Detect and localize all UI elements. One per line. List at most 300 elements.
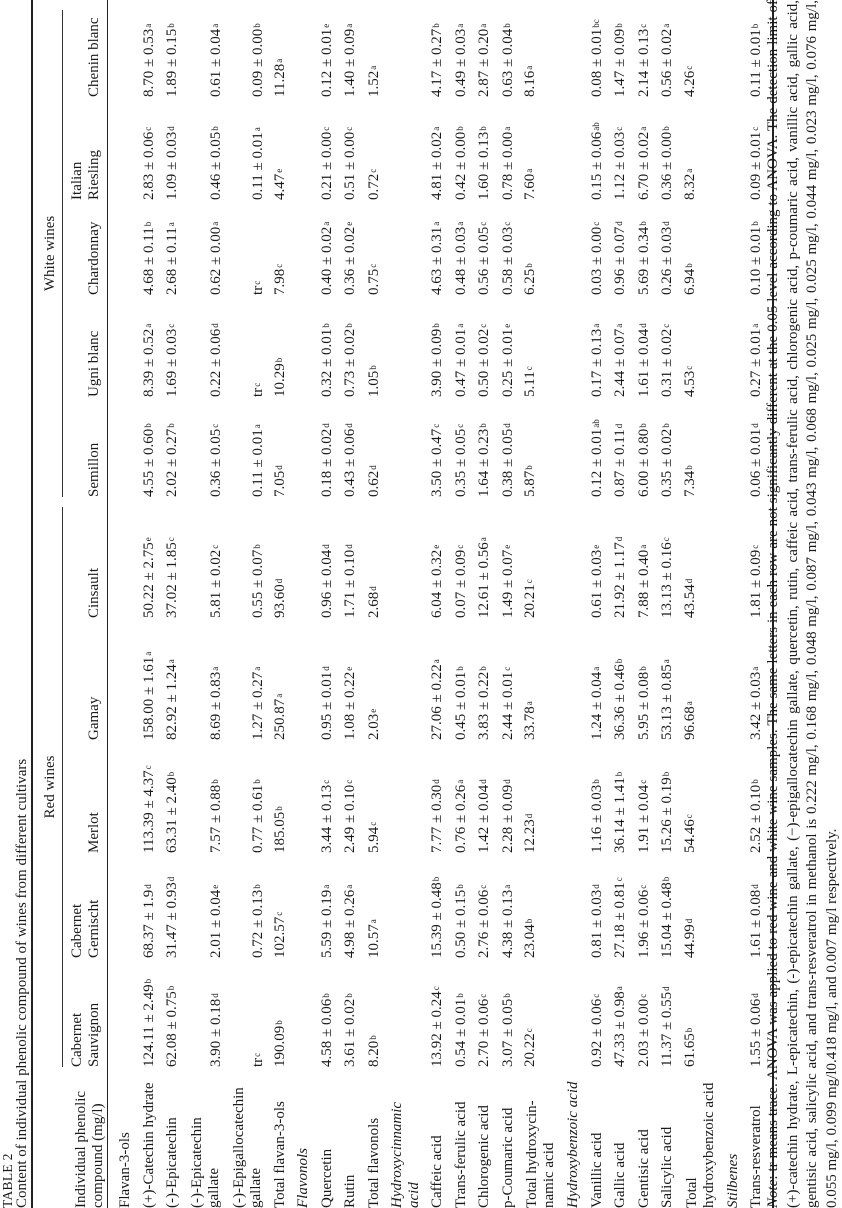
value-cell bbox=[363, 853, 387, 958]
significance-letter: b bbox=[661, 423, 672, 428]
table-row bbox=[473, 0, 497, 1208]
value-cell bbox=[339, 200, 363, 295]
value-cell bbox=[450, 397, 474, 497]
value-cell bbox=[520, 0, 562, 97]
significance-letter: d bbox=[344, 544, 355, 549]
significance-letter: b bbox=[637, 221, 648, 226]
compound-label: Trans-resveratrol bbox=[745, 1067, 773, 1208]
significance-letter: a bbox=[614, 986, 625, 991]
mean-sd: 2.28 ± 0.09 bbox=[499, 784, 516, 853]
value-cell bbox=[656, 740, 680, 853]
value-cell bbox=[450, 618, 474, 740]
significance-letter: a bbox=[454, 221, 465, 226]
mean-sd: 0.10 ± 0.01 bbox=[748, 226, 765, 295]
significance-letter: a bbox=[344, 23, 355, 28]
empty-cell bbox=[386, 200, 426, 295]
header-compound: Individual phenolic compound (mg/l) bbox=[33, 1067, 108, 1208]
value-cell bbox=[586, 958, 610, 1067]
significance-letter: c bbox=[166, 537, 177, 542]
value-cell bbox=[520, 97, 562, 200]
value-cell bbox=[426, 740, 450, 853]
empty-cell bbox=[722, 295, 746, 397]
significance-letter: d bbox=[142, 884, 153, 889]
value-cell bbox=[520, 740, 562, 853]
mean-sd: 7.57 ± 0.88 bbox=[207, 784, 224, 853]
value-cell bbox=[426, 295, 450, 397]
value-cell bbox=[450, 958, 474, 1067]
significance-letter: d bbox=[367, 586, 378, 591]
value-cell bbox=[316, 295, 340, 397]
value-cell bbox=[426, 958, 450, 1067]
mean-sd: 62.08 ± 0.75 bbox=[164, 991, 181, 1067]
empty-cell bbox=[562, 295, 586, 397]
significance-letter: b bbox=[524, 263, 534, 268]
significance-letter: d bbox=[524, 813, 534, 819]
significance-letter: c bbox=[501, 666, 512, 671]
value-cell bbox=[497, 97, 521, 200]
significance-letter: a bbox=[251, 127, 262, 132]
mean-sd: 4.63 ± 0.31 bbox=[429, 226, 446, 295]
empty-cell bbox=[108, 295, 138, 397]
significance-letter: c bbox=[750, 544, 761, 549]
mean-sd: 2.76 ± 0.06 bbox=[476, 889, 493, 958]
significance-letter: d bbox=[750, 423, 761, 428]
value-cell bbox=[269, 853, 293, 958]
mean-sd: 124.11 ± 2.49 bbox=[140, 984, 157, 1067]
mean-sd: 82.92 ± 1.24 bbox=[164, 664, 181, 740]
value-cell bbox=[269, 295, 293, 397]
mean-sd: 0.12 ± 0.01 bbox=[318, 28, 335, 97]
significance-letter: a bbox=[142, 651, 153, 656]
significance-letter: c bbox=[273, 911, 284, 916]
significance-letter: c bbox=[251, 1052, 262, 1057]
mean-sd: 0.26 ± 0.03 bbox=[659, 226, 676, 295]
category-row bbox=[386, 0, 426, 1208]
column-header: Gamay bbox=[63, 618, 108, 740]
mean-sd: 1.09 ± 0.03 bbox=[164, 131, 181, 200]
significance-letter: b bbox=[273, 357, 284, 363]
compound-label: Total hydroxycin- namic acid bbox=[524, 1100, 557, 1208]
column-header: Chenin blanc bbox=[63, 0, 108, 97]
value-cell bbox=[138, 97, 162, 200]
table-row bbox=[426, 0, 450, 1208]
significance-letter: a bbox=[501, 884, 512, 889]
mean-sd: 1.12 ± 0.03 bbox=[612, 131, 629, 200]
value-cell bbox=[609, 397, 633, 497]
significance-letter: c bbox=[454, 423, 465, 428]
empty-cell bbox=[722, 958, 746, 1067]
value-cell bbox=[609, 618, 633, 740]
mean-sd: 2.01 ± 0.04 bbox=[207, 889, 224, 958]
mean-sd: 4.55 ± 0.60 bbox=[140, 428, 157, 497]
value-cell bbox=[185, 97, 227, 200]
column-header: Ugni blanc bbox=[63, 295, 108, 397]
significance-letter: e bbox=[367, 708, 378, 713]
mean-sd: 2.44 ± 0.01 bbox=[499, 671, 516, 740]
empty-cell bbox=[562, 958, 586, 1067]
mean-sd: 20.21 bbox=[522, 584, 538, 618]
mean-sd: 0.22 ± 0.06 bbox=[207, 328, 224, 397]
significance-letter: e bbox=[501, 323, 512, 328]
significance-letter: d bbox=[683, 918, 694, 924]
mean-sd: 5.69 ± 0.34 bbox=[635, 226, 652, 295]
header-group-white bbox=[33, 0, 63, 497]
significance-letter: d bbox=[273, 465, 284, 470]
empty-cell bbox=[292, 618, 316, 740]
value-cell bbox=[473, 397, 497, 497]
mean-sd: 102.57 bbox=[271, 916, 288, 958]
mean-sd: 185.05 bbox=[271, 811, 288, 853]
value-cell bbox=[363, 497, 387, 618]
value-cell bbox=[680, 740, 722, 853]
significance-letter: c bbox=[344, 126, 355, 131]
mean-sd: 11.37 ± 0.55 bbox=[659, 991, 676, 1067]
mean-sd: 12.23 bbox=[522, 819, 538, 853]
value-cell bbox=[633, 200, 657, 295]
significance-letter: b bbox=[750, 23, 761, 29]
mean-sd: 12.61 ± 0.56 bbox=[476, 542, 493, 618]
significance-letter: a bbox=[166, 659, 177, 664]
mean-sd: 21.92 ± 1.17 bbox=[612, 542, 629, 618]
empty-cell bbox=[386, 740, 426, 853]
mean-sd: tr bbox=[249, 285, 266, 295]
compound-label: Total flavan-3-ols bbox=[271, 1101, 288, 1208]
value-cell bbox=[633, 740, 657, 853]
significance-letter: c bbox=[661, 537, 672, 542]
value-cell bbox=[426, 200, 450, 295]
significance-letter: e bbox=[501, 544, 512, 549]
category-label: Hydroxycinnamic acid bbox=[389, 1101, 422, 1208]
value-cell bbox=[473, 958, 497, 1067]
mean-sd: 2.03 bbox=[365, 713, 382, 740]
mean-sd: 0.62 bbox=[365, 470, 382, 497]
value-cell bbox=[426, 0, 450, 97]
mean-sd: 0.07 ± 0.09 bbox=[452, 549, 469, 618]
significance-letter: b bbox=[478, 126, 489, 131]
significance-letter: c bbox=[501, 221, 512, 226]
value-cell bbox=[426, 497, 450, 618]
mean-sd: 4.26 bbox=[681, 70, 698, 97]
mean-sd: 3.07 ± 0.05 bbox=[499, 998, 516, 1067]
empty-cell bbox=[386, 853, 426, 958]
mean-sd: 3.90 ± 0.09 bbox=[429, 328, 446, 397]
mean-sd: 1.61 ± 0.08 bbox=[748, 889, 765, 958]
empty-cell bbox=[108, 397, 138, 497]
value-cell bbox=[316, 0, 340, 97]
significance-letter: b bbox=[614, 771, 625, 777]
significance-letter: b bbox=[251, 779, 262, 784]
mean-sd: 13.92 ± 0.24 bbox=[429, 991, 446, 1067]
value-cell bbox=[269, 200, 293, 295]
value-cell bbox=[609, 958, 633, 1067]
significance-letter: c bbox=[166, 323, 177, 328]
significance-letter: c bbox=[367, 821, 378, 826]
value-cell bbox=[450, 0, 474, 97]
value-cell bbox=[363, 97, 387, 200]
compound-label: Vanillic acid bbox=[588, 1132, 605, 1208]
mean-sd: 93.60 bbox=[271, 584, 288, 618]
value-cell bbox=[520, 618, 562, 740]
value-cell bbox=[586, 97, 610, 200]
mean-sd: 0.81 ± 0.03 bbox=[588, 889, 605, 958]
significance-letter: b bbox=[683, 465, 694, 470]
significance-letter: a bbox=[431, 221, 442, 226]
mean-sd: 0.72 ± 0.13 bbox=[249, 889, 266, 958]
empty-cell bbox=[562, 497, 586, 618]
mean-sd: 1.91 ± 0.04 bbox=[635, 784, 652, 853]
mean-sd: 5.11 bbox=[522, 371, 538, 397]
value-cell bbox=[363, 958, 387, 1067]
value-cell bbox=[227, 97, 269, 200]
value-cell bbox=[450, 295, 474, 397]
column-header: Semillon bbox=[63, 397, 108, 497]
mean-sd: 0.06 ± 0.01 bbox=[748, 428, 765, 497]
significance-letter: b bbox=[166, 423, 177, 428]
mean-sd: 0.35 ± 0.05 bbox=[452, 428, 469, 497]
column-header: Cabernet Sauvignon bbox=[63, 958, 108, 1067]
mean-sd: 0.56 ± 0.05 bbox=[476, 226, 493, 295]
value-cell bbox=[138, 497, 162, 618]
mean-sd: 0.11 ± 0.01 bbox=[249, 132, 266, 200]
significance-letter: d bbox=[320, 423, 331, 428]
mean-sd: 4.47 bbox=[271, 173, 288, 200]
mean-sd: 31.47 ± 0.93 bbox=[164, 882, 181, 958]
category-row bbox=[562, 0, 586, 1208]
mean-sd: 2.68 bbox=[365, 591, 382, 618]
empty-cell bbox=[108, 200, 138, 295]
table-note bbox=[764, 0, 842, 1208]
mean-sd: 47.33 ± 0.98 bbox=[612, 991, 629, 1067]
mean-sd: 6.94 bbox=[681, 268, 698, 295]
value-cell bbox=[316, 200, 340, 295]
significance-letter: d bbox=[344, 423, 355, 428]
mean-sd: 2.52 ± 0.10 bbox=[748, 784, 765, 853]
mean-sd: 0.40 ± 0.02 bbox=[318, 226, 335, 295]
compound-label: Quercetin bbox=[318, 1148, 335, 1208]
significance-letter: e bbox=[590, 544, 601, 549]
significance-letter: c bbox=[637, 884, 648, 889]
mean-sd: 0.61 ± 0.04 bbox=[207, 28, 224, 97]
empty-cell bbox=[386, 0, 426, 97]
mean-sd: 0.96 ± 0.07 bbox=[612, 226, 629, 295]
significance-letter: b bbox=[750, 779, 761, 784]
mean-sd: 158.00 ± 1.61 bbox=[140, 656, 157, 740]
mean-sd: 1.16 ± 0.03 bbox=[588, 784, 605, 853]
value-cell bbox=[473, 200, 497, 295]
mean-sd: 4.53 bbox=[681, 370, 698, 397]
value-cell bbox=[586, 618, 610, 740]
mean-sd: 7.60 bbox=[522, 173, 538, 200]
mean-sd: 0.87 ± 0.11 bbox=[612, 429, 629, 497]
value-cell bbox=[633, 618, 657, 740]
value-cell bbox=[363, 397, 387, 497]
significance-letter: b bbox=[344, 993, 355, 998]
mean-sd: 37.02 ± 1.85 bbox=[164, 542, 181, 618]
significance-letter: d bbox=[614, 423, 625, 429]
significance-letter: b bbox=[142, 221, 153, 227]
value-cell bbox=[161, 740, 185, 853]
significance-letter: c bbox=[320, 126, 331, 131]
mean-sd: 15.04 ± 0.48 bbox=[659, 882, 676, 958]
significance-letter: e bbox=[344, 221, 355, 226]
mean-sd: 250.87 bbox=[271, 698, 288, 740]
category-label: Stilbenes bbox=[724, 1153, 741, 1208]
empty-cell bbox=[722, 853, 746, 958]
significance-letter: b bbox=[683, 1027, 694, 1033]
value-cell bbox=[269, 97, 293, 200]
compound-label: (+)-Catechin hydrate bbox=[140, 1082, 157, 1208]
significance-letter: d bbox=[478, 779, 489, 784]
significance-letter: c bbox=[478, 884, 489, 889]
significance-letter: a bbox=[661, 659, 672, 664]
mean-sd: 190.09 bbox=[271, 1025, 288, 1067]
value-cell bbox=[656, 497, 680, 618]
value-cell bbox=[185, 397, 227, 497]
value-cell bbox=[269, 397, 293, 497]
value-cell bbox=[161, 200, 185, 295]
empty-cell bbox=[562, 200, 586, 295]
significance-letter: b bbox=[166, 985, 177, 991]
value-cell bbox=[656, 295, 680, 397]
significance-letter: d bbox=[750, 884, 761, 889]
empty-cell bbox=[292, 97, 316, 200]
mean-sd: 0.12 ± 0.01 bbox=[588, 428, 605, 497]
white-wines-label: White wines bbox=[42, 10, 63, 497]
significance-letter: a bbox=[209, 666, 220, 671]
mean-sd: 3.90 ± 0.18 bbox=[207, 998, 224, 1067]
value-cell bbox=[586, 740, 610, 853]
value-cell bbox=[497, 497, 521, 618]
value-cell bbox=[339, 853, 363, 958]
mean-sd: 8.16 bbox=[522, 70, 538, 97]
mean-sd: 0.11 ± 0.01 bbox=[249, 429, 266, 497]
column-header: Cinsault bbox=[63, 497, 108, 618]
significance-letter: d bbox=[320, 544, 331, 549]
significance-letter: a bbox=[590, 666, 601, 671]
value-cell bbox=[185, 740, 227, 853]
value-cell bbox=[473, 295, 497, 397]
empty-cell bbox=[562, 740, 586, 853]
value-cell bbox=[138, 397, 162, 497]
significance-letter: c bbox=[478, 323, 489, 328]
mean-sd: 1.96 ± 0.06 bbox=[635, 889, 652, 958]
mean-sd: 36.36 ± 0.46 bbox=[612, 664, 629, 740]
category-row bbox=[292, 0, 316, 1208]
compound-label: Gallic acid bbox=[612, 1142, 629, 1208]
empty-cell bbox=[292, 958, 316, 1067]
value-cell bbox=[497, 958, 521, 1067]
table-row bbox=[609, 0, 633, 1208]
significance-letter: c bbox=[590, 993, 601, 998]
mean-sd: 7.98 bbox=[271, 268, 288, 295]
note-text: : tr means trace. ANOVA was applied to red wine and white wine samples. The same letters in each row are not significantly different at the 0.05 level according to ANOVA. The detection limit of (+)-catechin hydrate, L-epicatechin, (-)-epicatechin gallate, (−)-epigallocatechin gallate, quercetin, rutin, caffeic acid, trans-ferulic acid, chlorogenic acid, p-coumaric acid, vanillic acid, gallic acid, gentisic acid, salicylic acid, and trans-resveratrol in methanol is 0.222 mg/l, 0.168 mg/l, 0.048 mg/l, 0.087 mg/l, 0.043 mg/l, 0.068 mg/l, 0.025 mg/l, 0.025 mg/l, 0.044 mg/l, 0.023 mg/l, 0.076 mg/l, 0.055 mg/l, 0.099 mg/l0.418 mg/l, and 0.007 mg/l respectively. bbox=[765, 0, 840, 1208]
value-cell bbox=[656, 958, 680, 1067]
mean-sd: 1.64 ± 0.23 bbox=[476, 428, 493, 497]
value-cell bbox=[426, 618, 450, 740]
column-header: Merlot bbox=[63, 740, 108, 853]
value-cell bbox=[161, 0, 185, 97]
significance-letter: b bbox=[750, 221, 761, 226]
header-group-red bbox=[33, 497, 63, 1067]
significance-letter: a bbox=[431, 126, 442, 131]
mean-sd: 0.03 ± 0.00 bbox=[588, 226, 605, 295]
compound-label: Total hydroxybenzoic acid bbox=[683, 1082, 717, 1208]
value-cell bbox=[316, 97, 340, 200]
column-header: Chardonnay bbox=[63, 200, 108, 295]
mean-sd: 1.42 ± 0.04 bbox=[476, 784, 493, 853]
mean-sd: 43.54 bbox=[681, 584, 698, 618]
value-cell bbox=[316, 397, 340, 497]
value-cell bbox=[450, 740, 474, 853]
mean-sd: 0.76 ± 0.26 bbox=[452, 784, 469, 853]
value-cell bbox=[339, 958, 363, 1067]
significance-letter: b bbox=[454, 993, 465, 998]
value-cell bbox=[269, 0, 293, 97]
value-cell bbox=[680, 497, 722, 618]
significance-letter: b bbox=[431, 876, 442, 882]
mean-sd: 1.47 ± 0.09 bbox=[612, 28, 629, 97]
value-cell bbox=[138, 618, 162, 740]
mean-sd: 6.70 ± 0.02 bbox=[635, 131, 652, 200]
mean-sd: 50.22 ± 2.75 bbox=[140, 542, 157, 618]
significance-letter: c bbox=[209, 423, 220, 428]
mean-sd: 0.31 ± 0.02 bbox=[659, 328, 676, 397]
table-number: TABLE 2 bbox=[0, 1153, 15, 1208]
significance-letter: a bbox=[166, 222, 177, 227]
significance-letter: a bbox=[454, 323, 465, 328]
table-row bbox=[227, 0, 269, 1208]
mean-sd: tr bbox=[249, 387, 266, 397]
significance-letter: e bbox=[344, 666, 355, 671]
value-cell bbox=[426, 853, 450, 958]
value-cell bbox=[227, 295, 269, 397]
mean-sd: 8.32 bbox=[681, 173, 698, 200]
table-row bbox=[363, 0, 387, 1208]
value-cell bbox=[656, 200, 680, 295]
compound-label: Chlorogenic acid bbox=[476, 1105, 493, 1208]
mean-sd: 8.70 ± 0.53 bbox=[140, 28, 157, 97]
significance-letter: b bbox=[524, 465, 534, 470]
mean-sd: 0.78 ± 0.00 bbox=[499, 131, 516, 200]
value-cell bbox=[473, 618, 497, 740]
value-cell bbox=[185, 295, 227, 397]
mean-sd: 0.55 ± 0.07 bbox=[249, 549, 266, 618]
significance-letter: bc bbox=[590, 19, 601, 28]
significance-letter: ab bbox=[590, 419, 601, 428]
value-cell bbox=[363, 618, 387, 740]
value-cell bbox=[227, 200, 269, 295]
mean-sd: 3.83 ± 0.22 bbox=[476, 671, 493, 740]
mean-sd: 0.36 ± 0.00 bbox=[659, 131, 676, 200]
value-cell bbox=[227, 618, 269, 740]
value-cell bbox=[473, 497, 497, 618]
empty-cell bbox=[562, 0, 586, 97]
value-cell bbox=[339, 397, 363, 497]
value-cell bbox=[497, 200, 521, 295]
mean-sd: 10.29 bbox=[271, 363, 288, 397]
significance-letter: b bbox=[367, 1035, 378, 1040]
significance-letter: b bbox=[431, 23, 442, 28]
mean-sd: 0.62 ± 0.00 bbox=[207, 226, 224, 295]
table-row bbox=[450, 0, 474, 1208]
significance-letter: c bbox=[524, 1028, 534, 1033]
mean-sd: tr bbox=[249, 1057, 266, 1067]
value-cell bbox=[269, 497, 293, 618]
significance-letter: b bbox=[431, 323, 442, 328]
mean-sd: 2.44 ± 0.07 bbox=[612, 328, 629, 397]
value-cell bbox=[633, 853, 657, 958]
value-cell bbox=[609, 97, 633, 200]
